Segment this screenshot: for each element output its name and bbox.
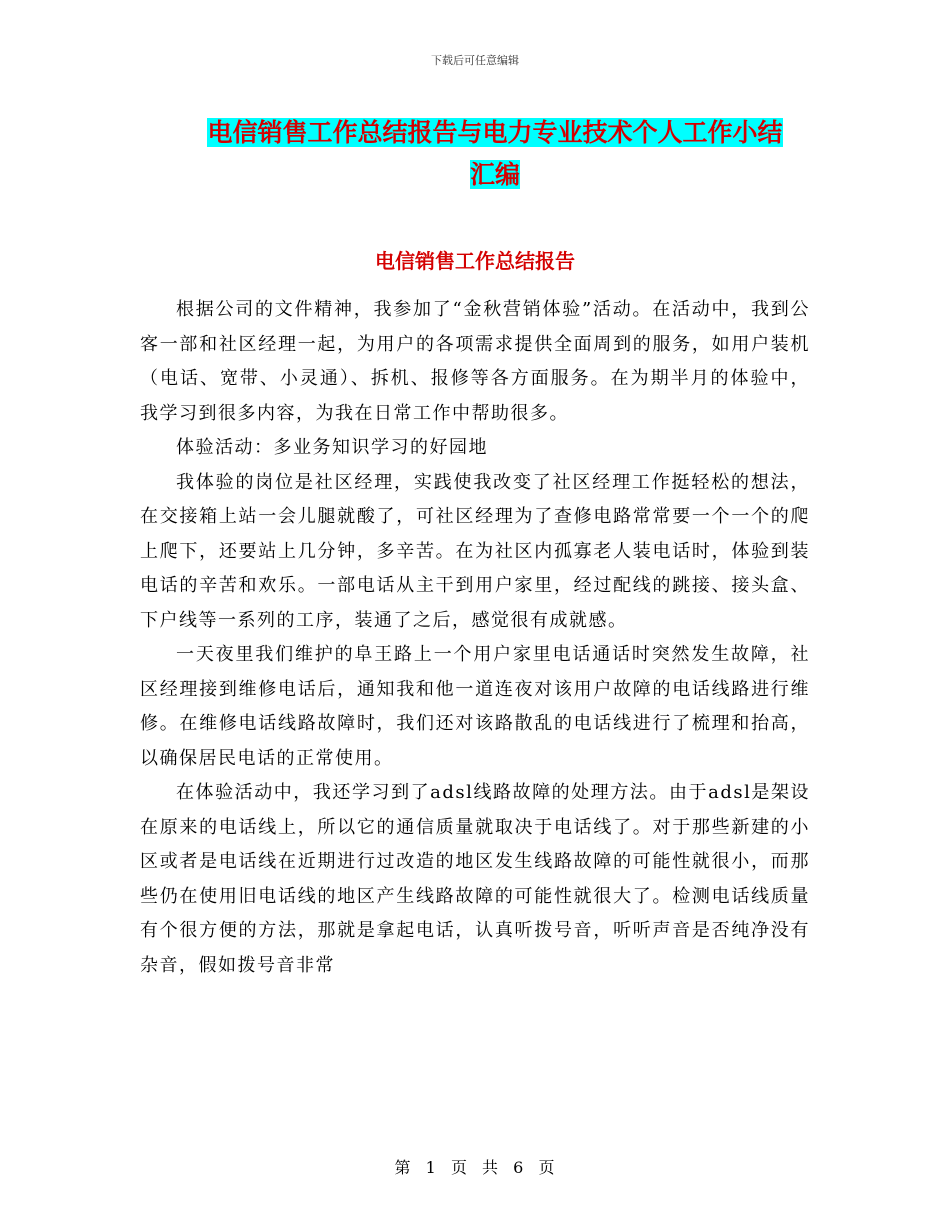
footer-current-page: 1 (425, 1158, 437, 1177)
body-text (140, 293, 810, 983)
document-title-line2: 汇编 (469, 160, 520, 189)
paragraph-4: 一天夜里我们维护的阜王路上一个用户家里电话通话时突然发生故障，社区经理接到维修电话后，通知我和他一道连夜对该用户故障的电话线路进行维修。在维修电话线路故障时，我们还对该路散乱的电话线进行了梳理和抬高，以确保居民电话的正常使用。 (140, 644, 810, 769)
footer-label-ye2: 页 (538, 1158, 556, 1177)
paragraph-1: 根据公司的文件精神，我参加了“金秋营销体验”活动。在活动中，我到公客一部和社区经理一起，为用户的各项需求提供全面周到的服务，如用户装机（电话、宽带、小灵通）、拆机、报修等各方面服务。在为期半月的体验中，我学习到很多内容，为我在日常工作中帮助很多。 (140, 299, 810, 424)
footer-label-gong: 共 (482, 1158, 500, 1177)
header-note: 下载后可任意编辑 (431, 54, 519, 67)
footer-label-page: 第 (394, 1158, 412, 1177)
footer-label-ye: 页 (450, 1158, 468, 1177)
paragraph-5: 在体验活动中，我还学习到了adsl线路故障的处理方法。由于adsl是架设在原来的电话线上，所以它的通信质量就取决于电话线了。对于那些新建的小区或者是电话线在近期进行过改造的地区发生线路故障的可能性就很小，而那些仍在使用旧电话线的地区产生线路故障的可能性就很大了。检测电话线质量有个很方便的方法，那就是拿起电话，认真听拨号音，听听声音是否纯净没有杂音，假如拨号音非常 (140, 782, 810, 976)
page-footer (0, 1155, 950, 1178)
paragraph-3: 我体验的岗位是社区经理，实践使我改变了社区经理工作挺轻松的想法，在交接箱上站一会儿腿就酸了，可社区经理为了查修电路常常要一个一个的爬上爬下，还要站上几分钟，多辛苦。在为社区内孤寡老人装电话时，体验到装电话的辛苦和欢乐。一部电话从主干到用户家里，经过配线的跳接、接头盒、下户线等一系列的工序，装通了之后，感觉很有成就感。 (140, 471, 810, 631)
footer-total-pages: 6 (513, 1158, 525, 1177)
document-title-line1: 电信销售工作总结报告与电力专业技术个人工作小结 (207, 118, 783, 147)
section-title: 电信销售工作总结报告 (375, 249, 575, 273)
document-title (140, 112, 850, 196)
paragraph-2: 体验活动：多业务知识学习的好园地 (176, 437, 488, 458)
